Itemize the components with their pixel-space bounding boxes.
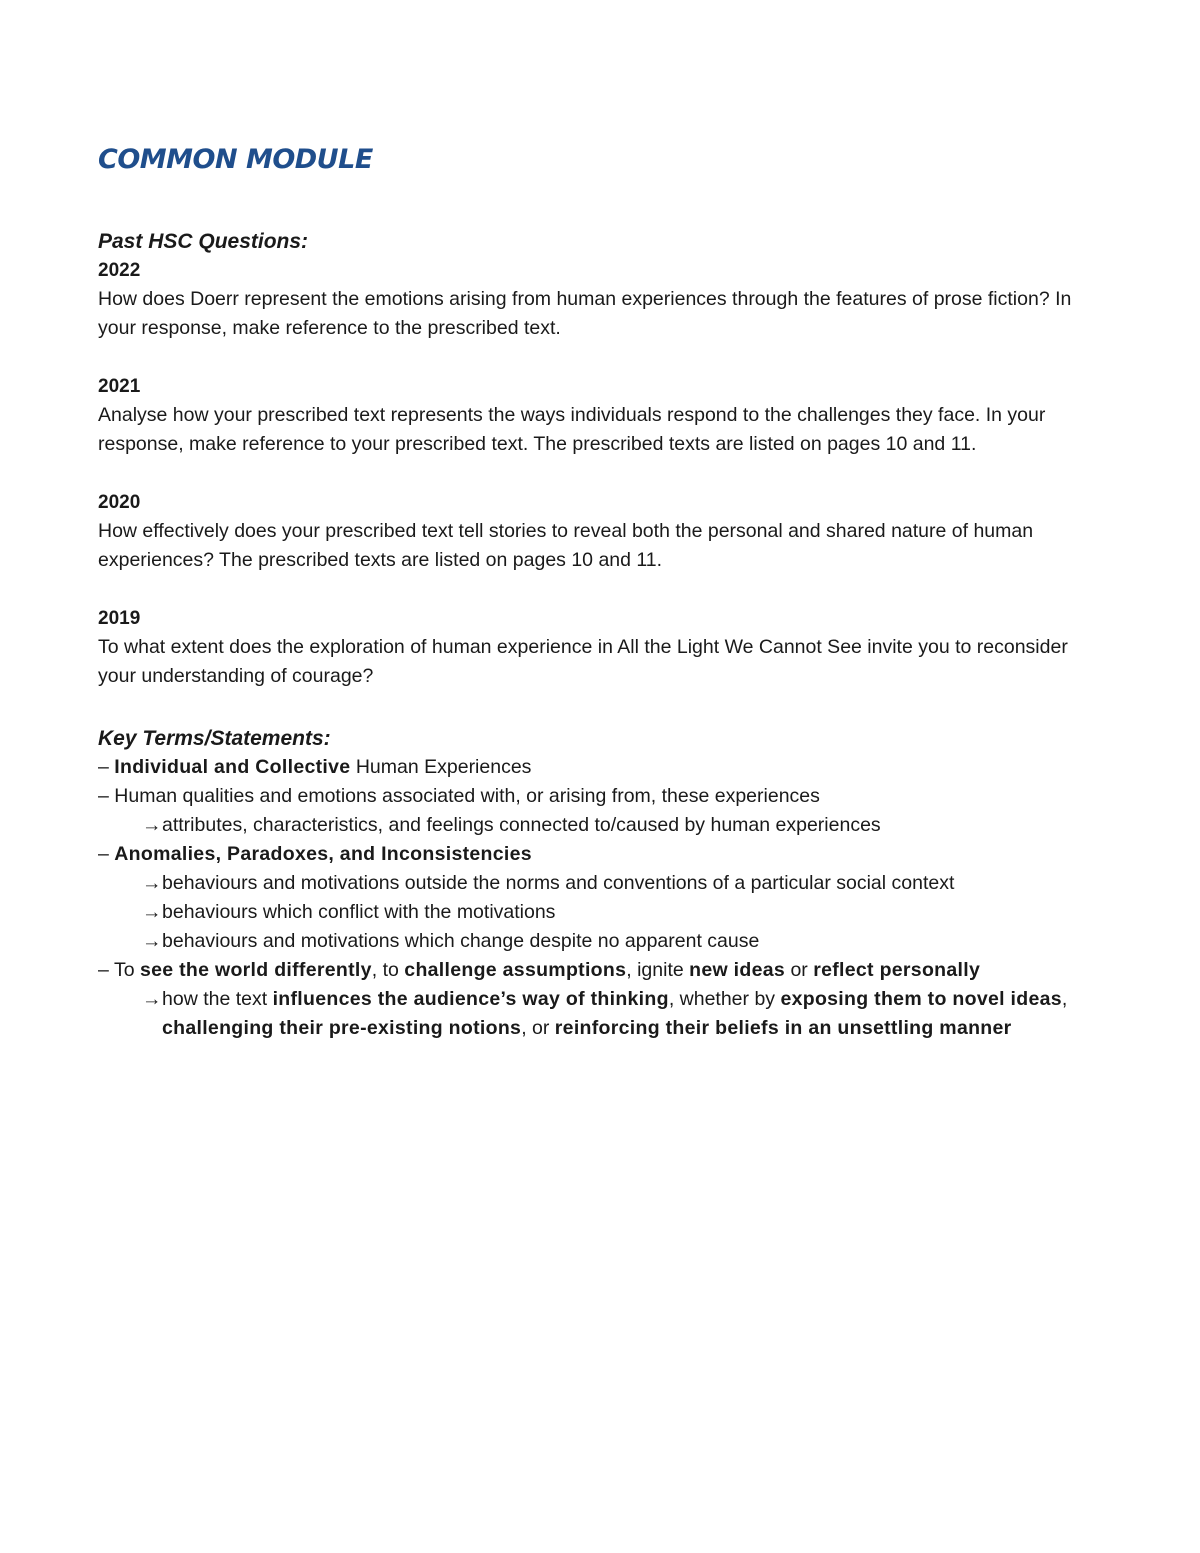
term-bold: reflect personally [813, 959, 981, 981]
term-text: Human qualities and emotions associated with, or arising from, these experiences [114, 785, 820, 807]
sub-term-change [98, 927, 1108, 956]
term-text: To [113, 959, 140, 981]
term-bold: Individual and Collective [114, 756, 351, 778]
key-term-individual-collective [98, 753, 1108, 782]
sub-term-text: attributes, characteristics, and feelings connected to/caused by human experiences [162, 814, 881, 836]
past-hsc-questions-heading: Past HSC Questions: [98, 230, 309, 253]
dash-bullet: – [98, 959, 109, 981]
term-bold: see the world differently [139, 959, 372, 981]
sub-term-norms [98, 869, 1108, 898]
question-2019 [98, 604, 1108, 691]
question-2021 [98, 372, 1108, 459]
document-page [98, 138, 1108, 1043]
question-text: How effectively does your prescribed text tell stories to reveal both the personal and shared nature of human experiences? The prescribed texts are listed on pages 10 and 11. [98, 520, 1034, 571]
term-text: , to [371, 959, 405, 981]
sub-term-text: , or [521, 1017, 555, 1039]
dash-bullet: – [98, 785, 109, 807]
arrow-icon: → [142, 901, 162, 923]
dash-bullet: – [98, 756, 109, 778]
term-bold: reinforcing their beliefs in an unsettling manner [554, 1017, 1012, 1039]
sub-term-text: , whether by [668, 988, 781, 1010]
question-year: 2022 [98, 260, 141, 281]
sub-term-audience-thinking [98, 985, 1108, 1043]
question-year: 2021 [98, 376, 141, 397]
arrow-icon: → [142, 814, 162, 836]
question-year: 2020 [98, 492, 141, 513]
sub-term-text: behaviours and motivations outside the norms and conventions of a particular social context [162, 872, 955, 894]
key-term-anomalies [98, 840, 1108, 869]
question-2022 [98, 256, 1108, 343]
sub-term-text: , [1061, 988, 1068, 1010]
sub-term-text: how the text [162, 988, 273, 1010]
term-bold: challenge assumptions [404, 959, 627, 981]
question-text: How does Doerr represent the emotions arising from human experiences through the features of prose fiction? In your response, make reference to the prescribed text. [98, 288, 1072, 339]
question-year: 2019 [98, 608, 141, 629]
sub-term-attributes [98, 811, 1108, 840]
key-term-human-qualities [98, 782, 1108, 811]
arrow-icon: → [142, 988, 162, 1010]
sub-term-text: behaviours which conflict with the motivations [162, 901, 556, 923]
arrow-icon: → [142, 872, 162, 894]
term-text: , ignite [626, 959, 690, 981]
term-text: or [785, 959, 814, 981]
term-bold: influences the audience’s way of thinking [272, 988, 669, 1010]
key-terms-heading: Key Terms/Statements: [98, 727, 331, 750]
sub-term-conflict [98, 898, 1108, 927]
term-bold: exposing them to novel ideas [780, 988, 1062, 1010]
key-term-see-world-differently [98, 956, 1108, 985]
term-text: Human Experiences [350, 756, 532, 778]
arrow-icon: → [142, 930, 162, 952]
term-bold: new ideas [689, 959, 786, 981]
document-title: COMMON MODULE [98, 144, 373, 175]
question-text: Analyse how your prescribed text represents the ways individuals respond to the challenges they face. In your response, make reference to your prescribed text. The prescribed texts are listed on pages 10 and 11. [98, 404, 1046, 455]
dash-bullet: – [98, 843, 109, 865]
key-terms-list [98, 753, 1108, 1043]
term-bold: challenging their pre-existing notions [162, 1017, 522, 1039]
question-2020 [98, 488, 1108, 575]
sub-term-text: behaviours and motivations which change despite no apparent cause [162, 930, 760, 952]
term-bold: Anomalies, Paradoxes, and Inconsistencies [114, 843, 532, 865]
question-text: To what extent does the exploration of human experience in All the Light We Cannot See invite you to reconsider your understanding of courage? [98, 636, 1068, 687]
